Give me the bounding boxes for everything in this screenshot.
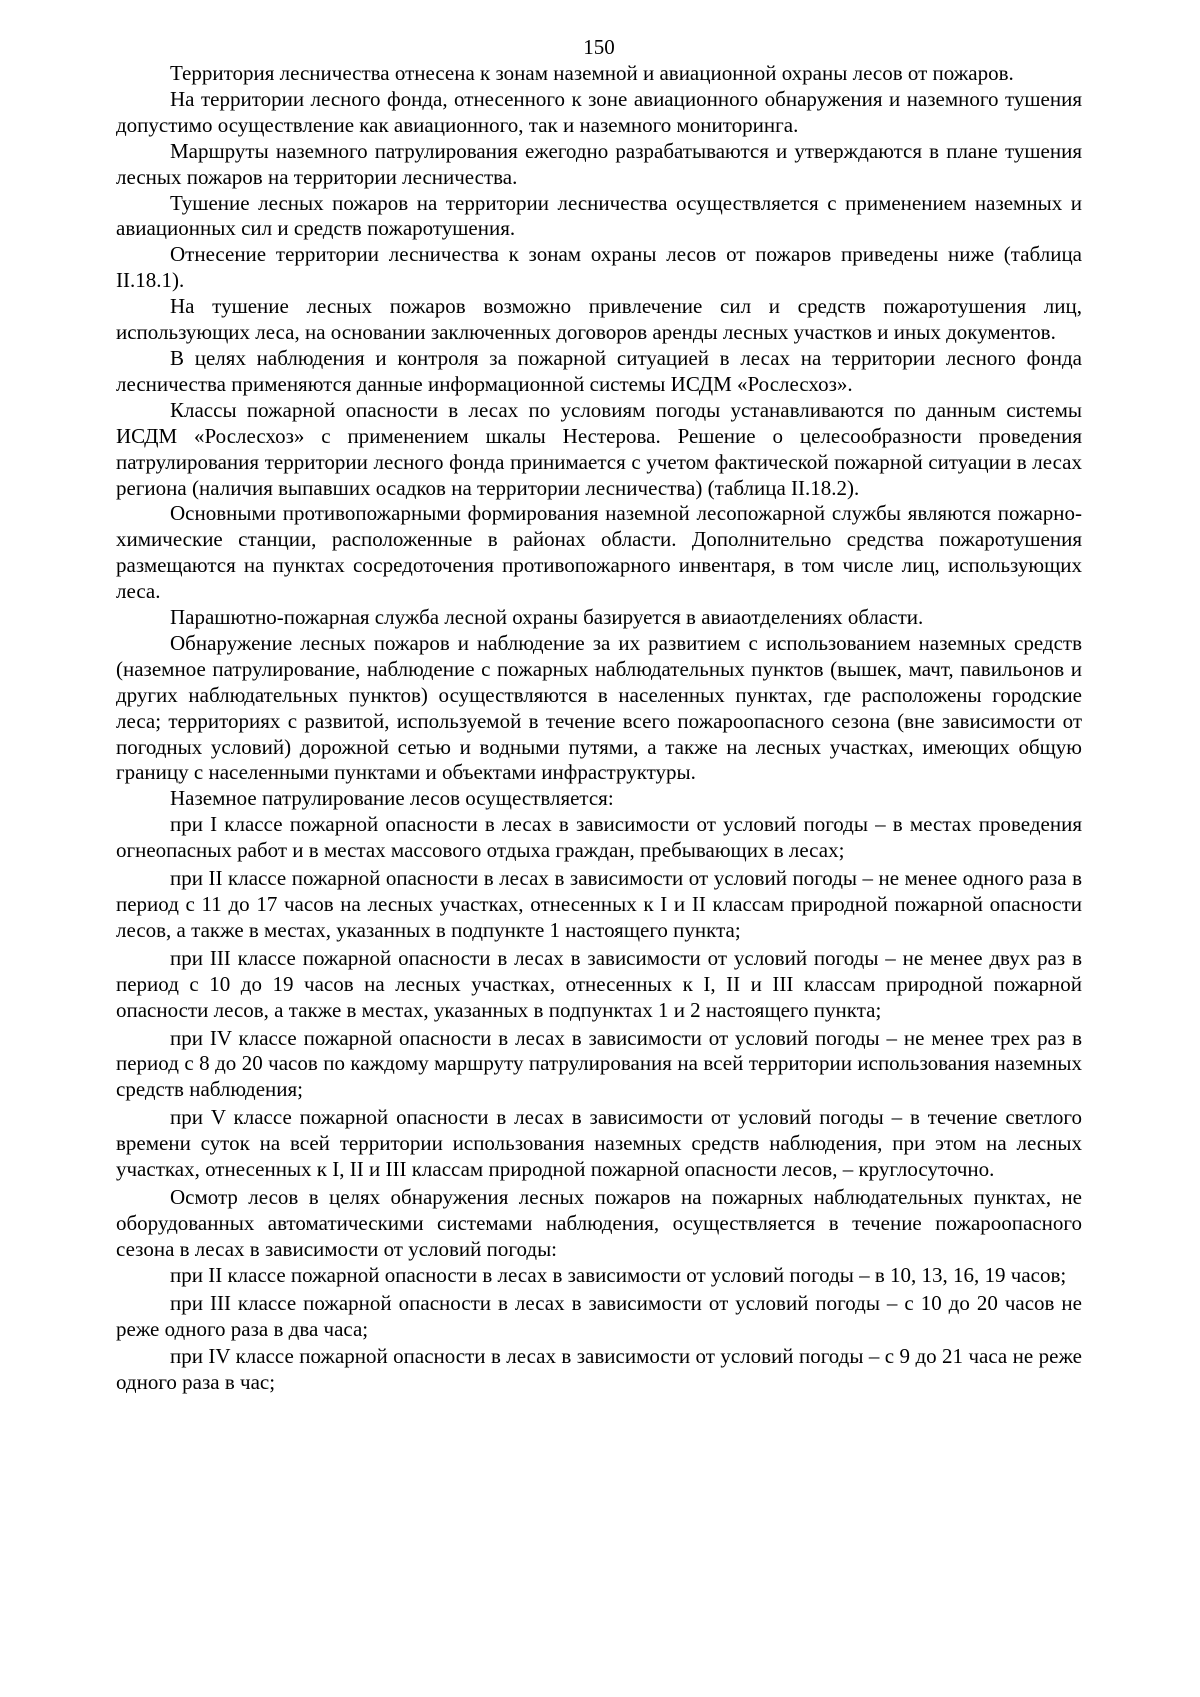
- paragraph-parachute-service: Парашютно-пожарная служба лесной охраны базируется в авиаотделениях области.: [170, 605, 924, 630]
- paragraph-ground-detection: Обнаружение лесных пожаров и наблюдение за их развитием с использованием наземных средств (наземное патрулирование, наблюдение с пожарных наблюдательных пунктов (вышек, мачт, павильонов и других наблюдательных пунктов) осуществляются в населенных пунктах, где расположены городские леса; территориях с развитой, используемой в течение всего пожароопасного сезона (вне зависимости от погодных условий) дорожной сетью и водными путями, а также на лесных участках, имеющих общую границу с населенными пунктами и объектами инфраструктуры.: [116, 630, 1082, 785]
- inspection-item-class-2: при II классе пожарной опасности в лесах в зависимости от условий погоды – в 10, 13, 16, 19 часов;: [170, 1262, 1067, 1287]
- paragraph-aviation-detection: На территории лесного фонда, отнесенного к зоне авиационного обнаружения и наземного тушения допустимо осуществление как авиационного, так и наземного мониторинга.: [116, 86, 1082, 137]
- patrol-item-class-4: при IV классе пожарной опасности в лесах в зависимости от условий погоды – не менее трех раз в период с 8 до 20 часов по каждому маршруту патрулирования на всей территории использования наземных средств наблюдения;: [116, 1025, 1082, 1102]
- patrol-item-class-3: при III классе пожарной опасности в лесах в зависимости от условий погоды – не менее двух раз в период с 10 до 19 часов на лесных участках, отнесенных к I, II и III классам природной пожарной опасности лесов, а также в местах, указанных в подпунктах 1 и 2 настоящего пункта;: [116, 945, 1082, 1022]
- page-number: 150: [583, 35, 615, 59]
- paragraph-patrol-routes: Маршруты наземного патрулирования ежегодно разрабатываются и утверждаются в плане тушения лесных пожаров на территории лесничества.: [116, 138, 1082, 189]
- paragraph-zones-table-ref: Отнесение территории лесничества к зонам охраны лесов от пожаров приведены ниже (таблица II.18.1).: [116, 242, 1082, 293]
- patrol-item-class-2: при II классе пожарной опасности в лесах в зависимости от условий погоды – не менее одного раза в период с 11 до 17 часов на лесных участках, отнесенных к I и II классам природной пожарной опасности лесов, а также в местах, указанных в подпункте 1 настоящего пункта;: [116, 866, 1082, 942]
- paragraph-danger-classes: Классы пожарной опасности в лесах по условиям погоды устанавливаются по данным системы ИСДМ «Рослесхоз» с применением шкалы Нестерова. Решение о целесообразности проведения патрулирования территории лесного фонда принимается с учетом фактической пожарной ситуации в лесах региона (наличия выпавших осадков на территории лесничества) (таблица II.18.2).: [116, 397, 1082, 500]
- paragraph-lessee-forces: На тушение лесных пожаров возможно привлечение сил и средств пожаротушения лиц, использующих леса, на основании заключенных договоров аренды лесных участков и иных документов.: [116, 294, 1082, 345]
- inspection-item-class-3: при III классе пожарной опасности в лесах в зависимости от условий погоды – с 10 до 20 часов не реже одного раза в два часа;: [116, 1290, 1082, 1341]
- paragraph-patrol-intro: Наземное патрулирование лесов осуществляется:: [170, 786, 614, 811]
- inspection-item-class-4: при IV классе пожарной опасности в лесах в зависимости от условий погоды – с 9 до 21 часа не реже одного раза в час;: [116, 1344, 1082, 1395]
- paragraph-firefighting-forces: Тушение лесных пожаров на территории лесничества осуществляется с применением наземных и авиационных сил и средств пожаротушения.: [116, 190, 1082, 241]
- document-page: [116, 35, 1082, 1398]
- paragraph-isdm-monitoring: В целях наблюдения и контроля за пожарной ситуацией в лесах на территории лесного фонда лесничества применяются данные информационной системы ИСДМ «Рослесхоз».: [116, 345, 1082, 396]
- paragraph-fire-stations: Основными противопожарными формирования наземной лесопожарной службы являются пожарно-химические станции, расположенные в районах области. Дополнительно средства пожаротушения размещаются на пунктах сосредоточения противопожарного инвентаря, в том числе лиц, использующих леса.: [116, 501, 1082, 604]
- patrol-item-class-1: при I классе пожарной опасности в лесах в зависимости от условий погоды – в местах проведения огнеопасных работ и в местах массового отдыха граждан, пребывающих в лесах;: [116, 812, 1082, 863]
- paragraph-inspection-intro: Осмотр лесов в целях обнаружения лесных пожаров на пожарных наблюдательных пунктах, не оборудованных автоматическими системами наблюдения, осуществляется в течение пожароопасного сезона в лесах в зависимости от условий погоды:: [116, 1184, 1082, 1261]
- paragraph-protection-zones: Территория лесничества отнесена к зонам наземной и авиационной охраны лесов от пожаров.: [170, 61, 1014, 85]
- patrol-item-class-5: при V классе пожарной опасности в лесах в зависимости от условий погоды – в течение светлого времени суток на всей территории использования наземных средств наблюдения, при этом на лесных участках, отнесенных к I, II и III классам природной пожарной опасности лесов, – круглосуточно.: [116, 1105, 1082, 1182]
